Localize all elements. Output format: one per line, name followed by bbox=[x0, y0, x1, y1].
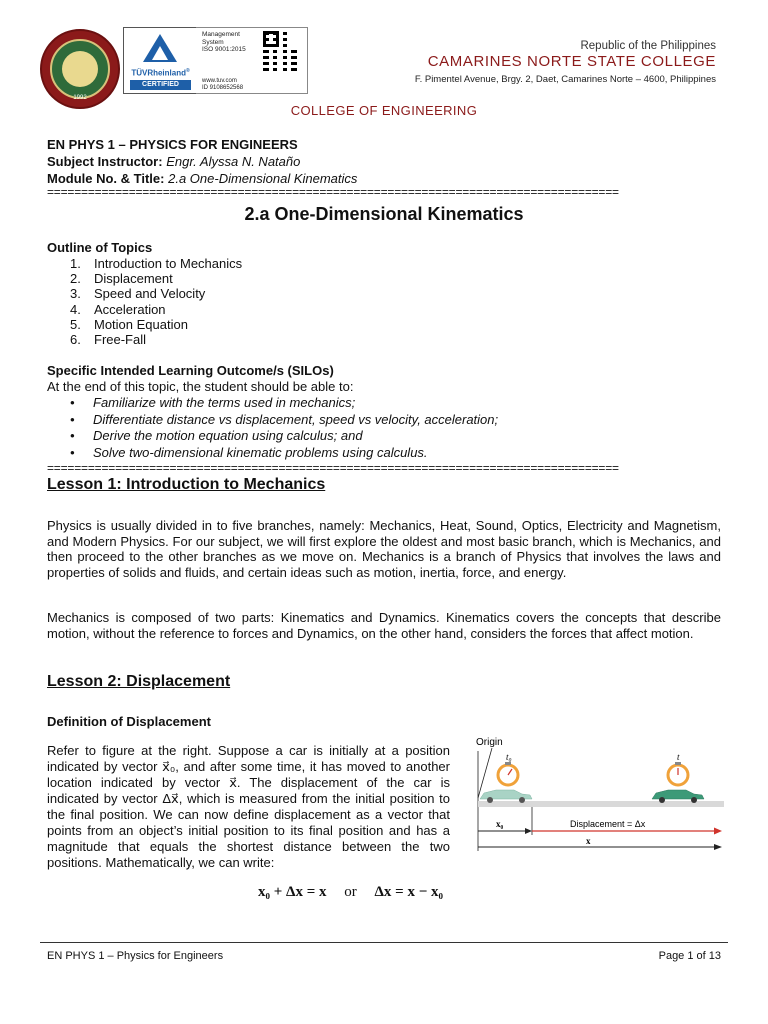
tuv-triangle-inner bbox=[152, 46, 168, 60]
silo-item bbox=[70, 428, 363, 443]
displacement-paragraph: Refer to figure at the right. Suppose a car is initially at a position indicated by vector x⃗₀, and after some time, it has moved to another location indicated by vector x⃗. The displacement of the car is indicated by vector Δx⃗, which is measured from the initial position to the final position. We can now define displacement as a vector that points from an object’s initial position to its final position and has a magnitude that equals the shortest distance between the two positions. Mathematically, we can write: bbox=[47, 743, 450, 870]
module-title: 2.a One-Dimensional Kinematics bbox=[168, 171, 358, 186]
t-label: t bbox=[677, 752, 680, 762]
stopwatch-button bbox=[675, 762, 681, 765]
seal-year: 1992 bbox=[73, 95, 87, 101]
silos-heading: Specific Intended Learning Outcome/s (SILOs) bbox=[47, 363, 334, 378]
mgmt-line: ISO 9001:2015 bbox=[202, 46, 246, 53]
republic-label: Republic of the Philippines bbox=[580, 40, 716, 52]
outline-text: Displacement bbox=[94, 271, 173, 287]
college-seal-logo bbox=[40, 29, 120, 109]
mgmt-ids bbox=[202, 78, 272, 92]
department-name: COLLEGE OF ENGINEERING bbox=[290, 103, 478, 118]
seal-emblem bbox=[62, 51, 98, 87]
management-system-box bbox=[196, 27, 308, 94]
lesson-2-title: Lesson 2: Displacement bbox=[47, 673, 231, 690]
outline-heading: Outline of Topics bbox=[47, 240, 153, 255]
bullet-icon: • bbox=[70, 395, 75, 410]
outline-number: 2. bbox=[70, 271, 81, 287]
silo-item bbox=[70, 412, 498, 427]
silo-text: Solve two-dimensional kinematic problems using calculus. bbox=[93, 445, 428, 460]
equation-left: x₀ + Δx = x bbox=[258, 884, 327, 900]
separator-line: ==================================================================================== bbox=[47, 463, 619, 473]
outline-number: 1. bbox=[70, 256, 81, 271]
module-line bbox=[47, 171, 357, 186]
qr-code-icon bbox=[263, 31, 303, 71]
silo-text: Familiarize with the terms used in mechanics; bbox=[93, 395, 356, 410]
outline-text: Free-Fall bbox=[94, 331, 147, 347]
mgmt-url: www.tuv.com bbox=[202, 78, 237, 84]
footer-rule bbox=[40, 942, 728, 943]
outline-item bbox=[70, 256, 242, 271]
instructor-name: Engr. Alyssa N. Nataño bbox=[166, 154, 301, 169]
equation-right: Δx = x − x₀ bbox=[374, 884, 443, 900]
lesson-1-paragraph-1: Physics is usually divided in to five branches, namely: Mechanics, Heat, Sound, Optics, Electricity and Magnetism, and Modern Physics. For our subject, we will first explore the oldest and most basic branch, which is Mechanics, and then proceed to the other branches as we move on. Mechanics is a branch of Physics that involves the laws and properties of solids and fluids, and certain ideas such as motion, inertia, force, and energy. bbox=[47, 518, 721, 580]
outline-number: 6. bbox=[70, 331, 81, 347]
college-address: F. Pimentel Avenue, Brgy. 2, Daet, Camarines Norte – 4600, Philippines bbox=[414, 74, 716, 85]
origin-pointer bbox=[478, 748, 492, 798]
silo-item bbox=[70, 445, 428, 460]
outline-item bbox=[70, 317, 242, 332]
equation-or: or bbox=[344, 884, 357, 900]
outline-text: Introduction to Mechanics bbox=[94, 256, 243, 271]
x0-label: x₀ bbox=[496, 819, 504, 829]
footer-page-number: Page 1 of 13 bbox=[658, 950, 721, 962]
bullet-icon: • bbox=[70, 445, 75, 460]
tuv-brand: TÜVRheinland® bbox=[131, 68, 190, 78]
instructor-label: Subject Instructor: bbox=[47, 154, 163, 169]
mgmt-line: System bbox=[202, 38, 224, 46]
silo-text: Derive the motion equation using calculus; and bbox=[93, 428, 363, 443]
mgmt-line: Management bbox=[202, 31, 240, 38]
course-title: EN PHYS 1 – PHYSICS FOR ENGINEERS bbox=[47, 137, 298, 152]
outline-item bbox=[70, 332, 242, 347]
silos-list bbox=[70, 395, 730, 465]
outline-text: Speed and Velocity bbox=[94, 286, 206, 302]
module-heading: 2.a One-Dimensional Kinematics bbox=[244, 204, 524, 224]
displacement-label: Displacement = Δx bbox=[570, 819, 646, 829]
outline-item bbox=[70, 271, 242, 286]
outline-number: 4. bbox=[70, 301, 81, 317]
displacement-subheading: Definition of Displacement bbox=[47, 714, 211, 729]
displacement-equation bbox=[258, 884, 443, 901]
bullet-icon: • bbox=[70, 412, 75, 427]
mgmt-text bbox=[202, 31, 258, 54]
seal-ring bbox=[50, 39, 110, 99]
outline-list bbox=[70, 256, 242, 347]
outline-number: 3. bbox=[70, 286, 81, 302]
x-label: x bbox=[586, 836, 591, 846]
college-name: CAMARINES NORTE STATE COLLEGE bbox=[427, 53, 716, 70]
separator-line: ==================================================================================== bbox=[47, 187, 619, 197]
mgmt-id: ID 9108652568 bbox=[202, 85, 244, 91]
silos-intro: At the end of this topic, the student should be able to: bbox=[47, 379, 354, 394]
t0-label: t₀ bbox=[506, 752, 512, 762]
lesson-1-title: Lesson 1: Introduction to Mechanics bbox=[47, 476, 326, 493]
tuv-certified-badge bbox=[123, 27, 198, 94]
stopwatch-button bbox=[505, 762, 511, 765]
x-arrowhead bbox=[714, 844, 722, 850]
outline-text: Acceleration bbox=[94, 301, 166, 317]
lesson-1-paragraph-2: Mechanics is composed of two parts: Kinematics and Dynamics. Kinematics covers the concepts that describe motion, without the reference to forces and Dynamics, on the other hand, considers the forces that affect motion. bbox=[47, 610, 721, 641]
instructor-line bbox=[47, 154, 300, 169]
silo-item bbox=[70, 395, 355, 410]
displacement-arrowhead bbox=[714, 828, 722, 835]
road bbox=[478, 801, 724, 807]
silo-text: Differentiate distance vs displacement, speed vs velocity, acceleration; bbox=[93, 412, 499, 427]
origin-label: Origin bbox=[476, 737, 503, 748]
displacement-figure bbox=[474, 733, 724, 851]
outline-item bbox=[70, 302, 242, 317]
module-label: Module No. & Title: bbox=[47, 171, 165, 186]
outline-item bbox=[70, 286, 242, 301]
bullet-icon: • bbox=[70, 428, 75, 443]
outline-text: Motion Equation bbox=[94, 316, 188, 332]
footer-course: EN PHYS 1 – Physics for Engineers bbox=[47, 950, 224, 962]
tuv-certified-label: CERTIFIED bbox=[130, 80, 191, 90]
outline-number: 5. bbox=[70, 316, 81, 332]
x0-arrowhead bbox=[525, 828, 532, 834]
